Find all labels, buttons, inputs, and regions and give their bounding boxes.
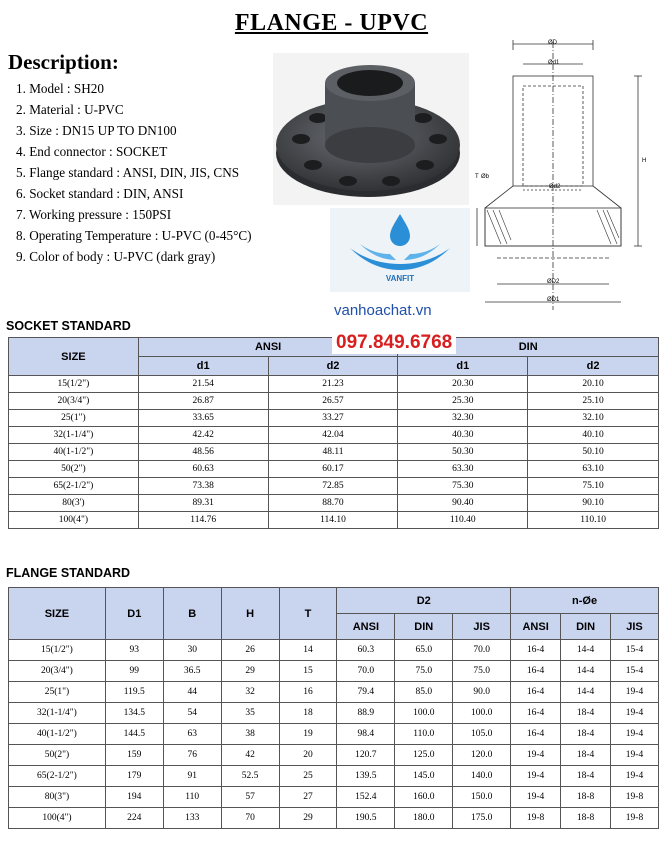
table-cell: 15 — [279, 661, 337, 682]
table-cell: 38 — [221, 724, 279, 745]
drawing-label-top2: Ød1 — [548, 60, 560, 66]
table-cell: 18 — [279, 703, 337, 724]
table-cell: 63.10 — [528, 461, 659, 478]
table-cell: 76 — [163, 745, 221, 766]
table-cell: 100(4") — [9, 512, 139, 529]
table-cell: 15(1/2") — [9, 640, 106, 661]
table-cell: 25.30 — [398, 393, 528, 410]
table-cell: 19-4 — [611, 766, 659, 787]
table-subheader: JIS — [611, 614, 659, 640]
table-cell: 20(3/4") — [9, 661, 106, 682]
table-cell: 89.31 — [138, 495, 268, 512]
flange-standard-title: FLANGE STANDARD — [6, 566, 131, 580]
page-title: FLANGE - UPVC — [234, 10, 429, 36]
flange-standard-table — [8, 587, 659, 829]
description-item: 7. Working pressure : 150PSI — [16, 207, 172, 222]
table-cell: 32 — [221, 682, 279, 703]
table-subheader: JIS — [453, 614, 511, 640]
table-cell: 19-4 — [611, 745, 659, 766]
table-cell: 90.0 — [453, 682, 511, 703]
description-item: 2. Material : U-PVC — [16, 102, 124, 117]
table-cell: 48.56 — [138, 444, 268, 461]
table-row — [9, 703, 659, 724]
table-cell: 25(1") — [9, 410, 139, 427]
table-cell: 20.10 — [528, 376, 659, 393]
table-cell: 100.0 — [395, 703, 453, 724]
description-item: 5. Flange standard : ANSI, DIN, JIS, CNS — [16, 165, 240, 180]
table-cell: 72.85 — [268, 478, 398, 495]
table-cell: 63.30 — [398, 461, 528, 478]
table-cell: 80(3') — [9, 495, 139, 512]
table-cell: 100.0 — [453, 703, 511, 724]
description-item: 4. End connector : SOCKET — [16, 144, 168, 159]
table-cell: 180.0 — [395, 808, 453, 829]
table-cell: 50(2") — [9, 745, 106, 766]
table-cell: 105.0 — [453, 724, 511, 745]
table-row — [9, 444, 659, 461]
table-cell: 26.57 — [268, 393, 398, 410]
table-cell: 20(3/4") — [9, 393, 139, 410]
table-cell: 19-4 — [611, 724, 659, 745]
table-cell: 20.30 — [398, 376, 528, 393]
table-cell: 152.4 — [337, 787, 395, 808]
description-heading: Description: — [8, 50, 119, 74]
drawing-label-bottom2: ØD1 — [547, 297, 560, 303]
table-cell: 100(4") — [9, 808, 106, 829]
table-cell: 88.9 — [337, 703, 395, 724]
description-item: 9. Color of body : U-PVC (dark gray) — [16, 249, 216, 264]
table-cell: 114.10 — [268, 512, 398, 529]
table-subheader: d2 — [268, 357, 398, 376]
table-cell: 25(1") — [9, 682, 106, 703]
table-cell: 99 — [105, 661, 163, 682]
table-cell: 79.4 — [337, 682, 395, 703]
table-row — [9, 376, 659, 393]
table-cell: 110.0 — [395, 724, 453, 745]
description-item: 1. Model : SH20 — [16, 81, 104, 96]
table-cell: 159 — [105, 745, 163, 766]
table-cell: 140.0 — [453, 766, 511, 787]
table-header-size: SIZE — [9, 588, 106, 640]
table-cell: 190.5 — [337, 808, 395, 829]
table-cell: 35 — [221, 703, 279, 724]
table-cell: 32(1-1/4") — [9, 427, 139, 444]
table-cell: 14-4 — [561, 661, 611, 682]
table-cell: 42.42 — [138, 427, 268, 444]
table-cell: 80(3") — [9, 787, 106, 808]
description-item: 8. Operating Temperature : U-PVC (0-45°C) — [16, 228, 252, 243]
table-subheader: d1 — [138, 357, 268, 376]
drawing-label-t: T — [475, 174, 479, 180]
table-cell: 18-4 — [561, 703, 611, 724]
table-cell: 125.0 — [395, 745, 453, 766]
table-cell: 70.0 — [453, 640, 511, 661]
table-cell: 73.38 — [138, 478, 268, 495]
table-cell: 40(1-1/2") — [9, 444, 139, 461]
table-cell: 91 — [163, 766, 221, 787]
table-cell: 90.40 — [398, 495, 528, 512]
table-cell: 60.17 — [268, 461, 398, 478]
table-cell: 15(1/2") — [9, 376, 139, 393]
table-cell: 19-4 — [511, 766, 561, 787]
flange-product-photo — [273, 53, 469, 205]
table-cell: 120.0 — [453, 745, 511, 766]
table-row — [9, 745, 659, 766]
table-cell: 19 — [279, 724, 337, 745]
table-cell: 16-4 — [511, 724, 561, 745]
table-cell: 30 — [163, 640, 221, 661]
table-cell: 18-8 — [561, 787, 611, 808]
table-header-t: T — [279, 588, 337, 640]
table-cell: 50.10 — [528, 444, 659, 461]
table-cell: 25.10 — [528, 393, 659, 410]
table-cell: 15-4 — [611, 640, 659, 661]
table-cell: 40.10 — [528, 427, 659, 444]
table-cell: 134.5 — [105, 703, 163, 724]
table-subheader: DIN — [395, 614, 453, 640]
table-cell: 110.40 — [398, 512, 528, 529]
table-cell: 175.0 — [453, 808, 511, 829]
table-cell: 33.65 — [138, 410, 268, 427]
table-cell: 75.0 — [395, 661, 453, 682]
table-cell: 70 — [221, 808, 279, 829]
table-cell: 93 — [105, 640, 163, 661]
table-cell: 120.7 — [337, 745, 395, 766]
table-row — [9, 393, 659, 410]
table-cell: 133 — [163, 808, 221, 829]
table-cell: 75.10 — [528, 478, 659, 495]
table-cell: 25 — [279, 766, 337, 787]
table-cell: 88.70 — [268, 495, 398, 512]
table-cell: 29 — [221, 661, 279, 682]
table-cell: 160.0 — [395, 787, 453, 808]
drawing-label-h: H — [642, 158, 647, 164]
table-cell: 144.5 — [105, 724, 163, 745]
table-cell: 33.27 — [268, 410, 398, 427]
socket-standard-title: SOCKET STANDARD — [6, 319, 131, 333]
table-cell: 114.76 — [138, 512, 268, 529]
table-header-din: DIN — [398, 338, 659, 357]
drawing-label-top1: ØD — [548, 40, 557, 46]
table-subheader: d1 — [398, 357, 528, 376]
table-cell: 29 — [279, 808, 337, 829]
table-row — [9, 512, 659, 529]
vanfit-logo — [330, 208, 470, 292]
table-row — [9, 640, 659, 661]
table-cell: 32(1-1/4") — [9, 703, 106, 724]
table-subheader: ANSI — [511, 614, 561, 640]
table-cell: 54 — [163, 703, 221, 724]
website-text: vanhoachat.vn — [334, 302, 432, 319]
table-cell: 21.23 — [268, 376, 398, 393]
table-cell: 16-4 — [511, 661, 561, 682]
table-header-b: B — [163, 588, 221, 640]
table-cell: 70.0 — [337, 661, 395, 682]
table-cell: 40.30 — [398, 427, 528, 444]
table-cell: 42 — [221, 745, 279, 766]
table-row — [9, 410, 659, 427]
table-cell: 110.10 — [528, 512, 659, 529]
description-item: 3. Size : DN15 UP TO DN100 — [16, 123, 177, 138]
table-row — [9, 787, 659, 808]
table-cell: 19-4 — [611, 703, 659, 724]
table-cell: 110 — [163, 787, 221, 808]
table-header-ne: n-Øe — [511, 588, 659, 614]
table-cell: 65.0 — [395, 640, 453, 661]
table-cell: 16-4 — [511, 703, 561, 724]
table-cell: 19-8 — [511, 808, 561, 829]
table-cell: 145.0 — [395, 766, 453, 787]
table-header-ansi: ANSI — [138, 338, 398, 357]
table-cell: 20 — [279, 745, 337, 766]
table-cell: 52.5 — [221, 766, 279, 787]
drawing-label-b: Øb — [481, 174, 490, 180]
table-cell: 75.0 — [453, 661, 511, 682]
table-cell: 36.5 — [163, 661, 221, 682]
table-header-h: H — [221, 588, 279, 640]
table-cell: 48.11 — [268, 444, 398, 461]
table-cell: 16 — [279, 682, 337, 703]
table-cell: 65(2-1/2") — [9, 478, 139, 495]
table-row — [9, 478, 659, 495]
table-row — [9, 661, 659, 682]
table-cell: 18-4 — [561, 745, 611, 766]
description-item: 6. Socket standard : DIN, ANSI — [16, 186, 184, 201]
table-cell: 32.10 — [528, 410, 659, 427]
table-cell: 18-4 — [561, 724, 611, 745]
table-header-d2: D2 — [337, 588, 511, 614]
table-cell: 65(2-1/2") — [9, 766, 106, 787]
table-cell: 16-4 — [511, 640, 561, 661]
table-cell: 139.5 — [337, 766, 395, 787]
table-cell: 19-4 — [511, 745, 561, 766]
table-row — [9, 724, 659, 745]
table-row — [9, 766, 659, 787]
table-cell: 26.87 — [138, 393, 268, 410]
table-cell: 21.54 — [138, 376, 268, 393]
table-cell: 63 — [163, 724, 221, 745]
table-cell: 16-4 — [511, 682, 561, 703]
table-cell: 32.30 — [398, 410, 528, 427]
table-cell: 26 — [221, 640, 279, 661]
table-cell: 60.63 — [138, 461, 268, 478]
table-cell: 50.30 — [398, 444, 528, 461]
table-row — [9, 682, 659, 703]
table-subheader: ANSI — [337, 614, 395, 640]
table-cell: 50(2") — [9, 461, 139, 478]
table-cell: 224 — [105, 808, 163, 829]
table-cell: 40(1-1/2") — [9, 724, 106, 745]
table-cell: 15-4 — [611, 661, 659, 682]
table-cell: 98.4 — [337, 724, 395, 745]
table-cell: 179 — [105, 766, 163, 787]
table-row — [9, 808, 659, 829]
table-cell: 75.30 — [398, 478, 528, 495]
drawing-label-mid: Ød2 — [549, 184, 561, 190]
table-cell: 18-4 — [561, 766, 611, 787]
table-subheader: d2 — [528, 357, 659, 376]
table-cell: 60.3 — [337, 640, 395, 661]
table-cell: 19-8 — [611, 808, 659, 829]
table-cell: 119.5 — [105, 682, 163, 703]
drawing-label-bottom1: ØD2 — [547, 279, 560, 285]
table-cell: 44 — [163, 682, 221, 703]
table-header-d1: D1 — [105, 588, 163, 640]
table-cell: 57 — [221, 787, 279, 808]
table-cell: 19-8 — [611, 787, 659, 808]
table-cell: 14 — [279, 640, 337, 661]
table-cell: 19-4 — [611, 682, 659, 703]
vanfit-logo-text: VANFIT — [385, 274, 415, 283]
table-header-size: SIZE — [9, 338, 139, 376]
table-row — [9, 495, 659, 512]
table-row — [9, 427, 659, 444]
table-cell: 85.0 — [395, 682, 453, 703]
table-row — [9, 461, 659, 478]
table-cell: 194 — [105, 787, 163, 808]
table-cell: 18-8 — [561, 808, 611, 829]
table-cell: 150.0 — [453, 787, 511, 808]
phone-number: 097.849.6768 — [332, 332, 456, 354]
table-cell: 14-4 — [561, 682, 611, 703]
table-cell: 27 — [279, 787, 337, 808]
table-cell: 90.10 — [528, 495, 659, 512]
description-list — [16, 78, 252, 267]
table-cell: 42.04 — [268, 427, 398, 444]
socket-standard-table — [8, 337, 659, 529]
table-cell: 14-4 — [561, 640, 611, 661]
table-cell: 19-4 — [511, 787, 561, 808]
technical-drawing — [475, 40, 658, 315]
table-subheader: DIN — [561, 614, 611, 640]
